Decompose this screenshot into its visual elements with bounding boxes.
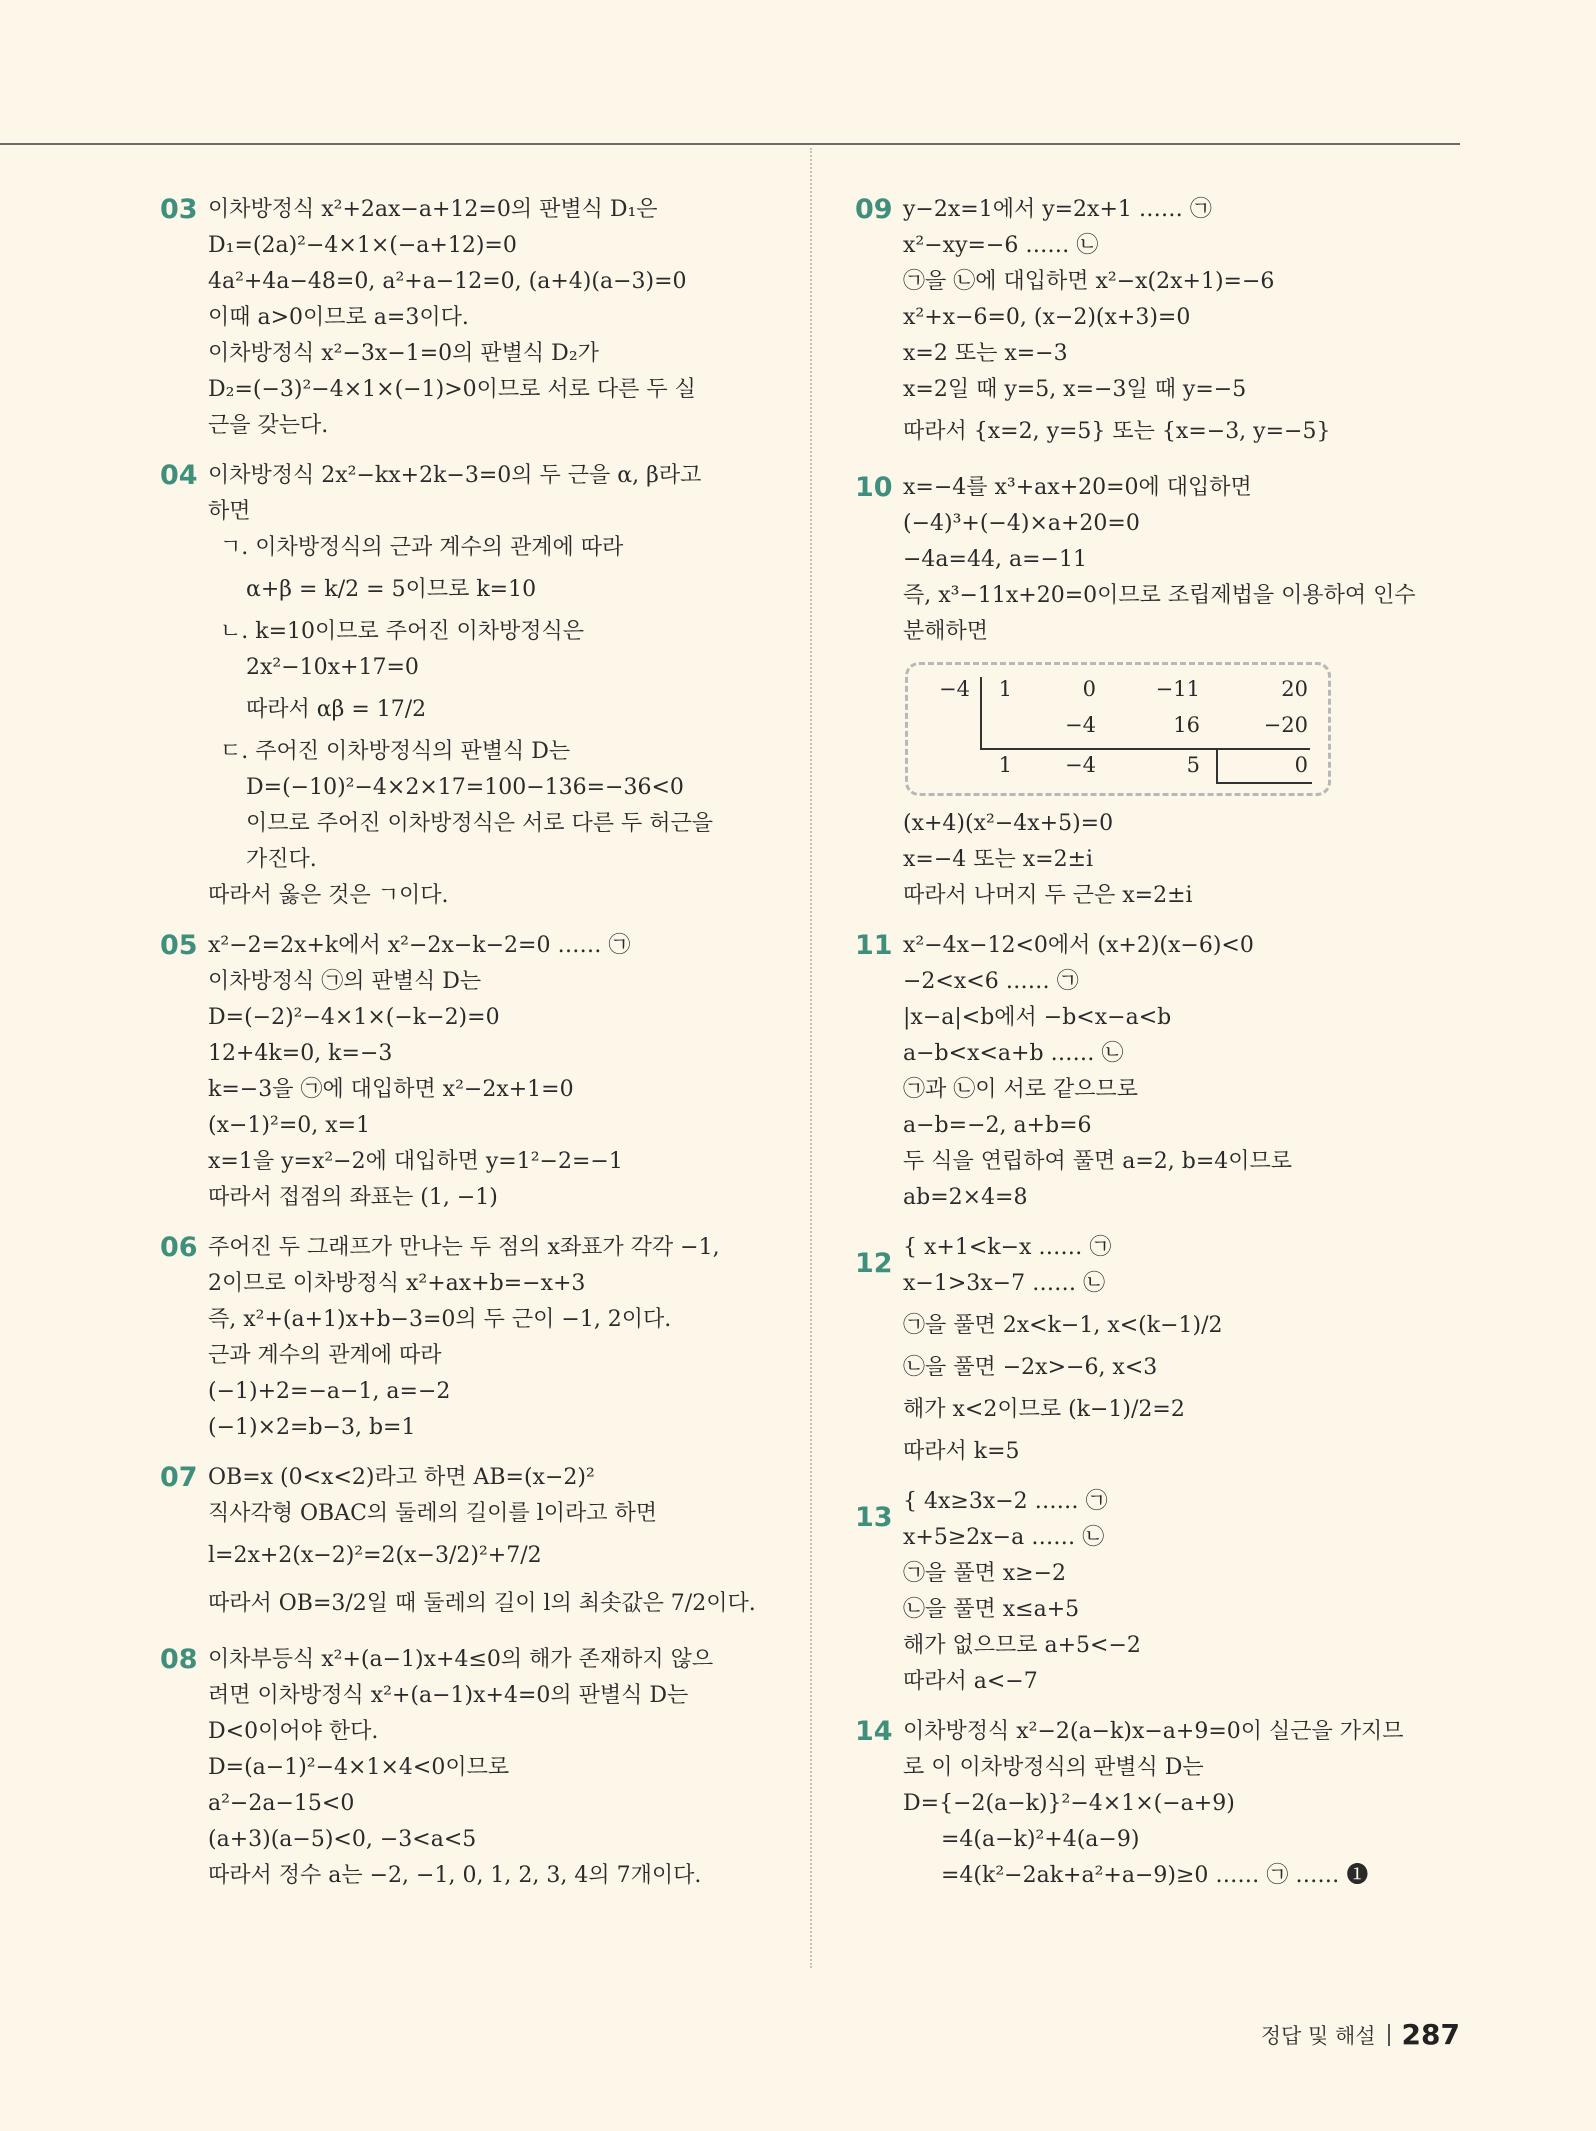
solution-line: ㄷ. 주어진 이차방정식의 판별식 D는 xyxy=(220,739,571,764)
solution-line: 이때 a>0이므로 a=3이다. xyxy=(208,305,469,330)
footer-separator xyxy=(1388,2024,1390,2046)
solution-line: x²+x−6=0, (x−2)(x+3)=0 xyxy=(903,305,1191,330)
problem-03 xyxy=(160,192,785,444)
problem-number: 12 xyxy=(855,1248,893,1279)
solution-line: 로 이 이차방정식의 판별식 D는 xyxy=(903,1755,1204,1780)
solution-line: k=−3을 ㉠에 대입하면 x²−2x+1=0 xyxy=(208,1077,574,1102)
problem-number: 10 xyxy=(855,472,893,503)
solution-line: 하면 xyxy=(208,499,251,524)
problem-number: 09 xyxy=(855,194,893,225)
solution-line: −2<x<6 …… ㉠ xyxy=(903,969,1079,994)
solution-line: 따라서 접점의 좌표는 (1, −1) xyxy=(208,1185,498,1210)
synth-cell: 16 xyxy=(1173,713,1200,737)
solution-line: x=−4를 x³+ax+20=0에 대입하면 xyxy=(903,475,1252,500)
solution-line: ab=2×4=8 xyxy=(903,1185,1028,1210)
column-divider xyxy=(810,148,812,1968)
solution-line: (−1)×2=b−3, b=1 xyxy=(208,1415,416,1440)
solution-line: ㉠을 풀면 2x<k−1, x<(k−1)/2 xyxy=(903,1313,1223,1338)
synth-cell: 0 xyxy=(1082,677,1096,701)
solution-line: D₂=(−3)²−4×1×(−1)>0이므로 서로 다른 두 실 xyxy=(208,377,696,402)
solution-line: D=(−10)²−4×2×17=100−136=−36<0 xyxy=(246,775,684,800)
problem-13 xyxy=(855,1484,1480,1700)
problem-number: 04 xyxy=(160,460,198,491)
solution-line: a−b=−2, a+b=6 xyxy=(903,1113,1092,1138)
solution-line: 따라서 αβ = 17/2 xyxy=(246,697,427,722)
page-footer xyxy=(1261,2018,1460,2051)
solution-line: α+β = k/2 = 5이므로 k=10 xyxy=(246,577,537,602)
solution-line: 근과 계수의 관계에 따라 xyxy=(208,1343,442,1368)
synth-cell: 5 xyxy=(1186,753,1200,777)
solution-line: 이차부등식 x²+(a−1)x+4≤0의 해가 존재하지 않으 xyxy=(208,1647,714,1672)
problem-number: 08 xyxy=(160,1644,198,1675)
solution-line: x+5≥2x−a …… ㉡ xyxy=(903,1525,1105,1550)
solution-line: 려면 이차방정식 x²+(a−1)x+4=0의 판별식 D는 xyxy=(208,1683,689,1708)
solution-line: y−2x=1에서 y=2x+1 …… ㉠ xyxy=(903,197,1212,222)
solution-line: −4a=44, a=−11 xyxy=(903,547,1087,572)
solution-line: { x+1<k−x …… ㉠ xyxy=(903,1235,1112,1260)
synth-divisor: −4 xyxy=(939,677,970,701)
problem-07 xyxy=(160,1460,785,1628)
solution-line: x=1을 y=x²−2에 대입하면 y=1²−2=−1 xyxy=(208,1149,623,1174)
solution-line: D=(−2)²−4×1×(−k−2)=0 xyxy=(208,1005,500,1030)
solution-line: OB=x (0<x<2)라고 하면 AB=(x−2)² xyxy=(208,1465,595,1490)
solution-line: (a+3)(a−5)<0, −3<a<5 xyxy=(208,1827,477,1852)
problem-05 xyxy=(160,928,785,1216)
problem-10 xyxy=(855,470,1480,914)
top-rule xyxy=(0,143,1460,145)
solution-line: l=2x+2(x−2)²=2(x−3/2)²+7/2 xyxy=(208,1543,542,1568)
solution-line: (−4)³+(−4)×a+20=0 xyxy=(903,511,1140,536)
solution-line: 직사각형 OBAC의 둘레의 길이를 l이라고 하면 xyxy=(208,1501,657,1526)
synthetic-division-box xyxy=(905,662,1331,796)
problem-06 xyxy=(160,1230,785,1446)
page-number: 287 xyxy=(1401,2018,1460,2051)
solution-line: { 4x≥3x−2 …… ㉠ xyxy=(903,1489,1108,1514)
solution-line: D=(a−1)²−4×1×4<0이므로 xyxy=(208,1755,510,1780)
solution-line: 따라서 a<−7 xyxy=(903,1669,1038,1694)
solution-line: 이차방정식 x²+2ax−a+12=0의 판별식 D₁은 xyxy=(208,197,658,222)
solution-line: 이차방정식 ㉠의 판별식 D는 xyxy=(208,969,482,994)
solution-line: ㄱ. 이차방정식의 근과 계수의 관계에 따라 xyxy=(220,535,624,560)
solution-line: 2x²−10x+17=0 xyxy=(246,655,419,680)
solution-line: x²−2=2x+k에서 x²−2x−k−2=0 …… ㉠ xyxy=(208,933,631,958)
solution-line: 따라서 옳은 것은 ㄱ이다. xyxy=(208,883,449,908)
problem-number: 07 xyxy=(160,1462,198,1493)
synth-cell: −4 xyxy=(1065,713,1096,737)
solution-line: ㉠을 풀면 x≥−2 xyxy=(903,1561,1067,1586)
solution-line: 즉, x²+(a+1)x+b−3=0의 두 근이 −1, 2이다. xyxy=(208,1307,672,1332)
problem-number: 06 xyxy=(160,1232,198,1263)
synth-cell: −4 xyxy=(1065,753,1096,777)
solution-line: |x−a|<b에서 −b<x−a<b xyxy=(903,1005,1172,1030)
synth-cell: −11 xyxy=(1155,677,1200,701)
solution-line: ㄴ. k=10이므로 주어진 이차방정식은 xyxy=(220,619,585,644)
solution-line: (x−1)²=0, x=1 xyxy=(208,1113,371,1138)
solution-line: a−b<x<a+b …… ㉡ xyxy=(903,1041,1124,1066)
solution-line: 근을 갖는다. xyxy=(208,413,329,438)
solution-line: 해가 x<2이므로 (k−1)/2=2 xyxy=(903,1397,1185,1422)
problem-number: 05 xyxy=(160,930,198,961)
solution-line: 해가 없으므로 a+5<−2 xyxy=(903,1633,1141,1658)
solution-line: 주어진 두 그래프가 만나는 두 점의 x좌표가 각각 −1, xyxy=(208,1235,720,1260)
solution-line: (−1)+2=−a−1, a=−2 xyxy=(208,1379,451,1404)
footer-section-label: 정답 및 해설 xyxy=(1260,2023,1376,2048)
problem-04 xyxy=(160,458,785,914)
solution-line: 이차방정식 2x²−kx+2k−3=0의 두 근을 α, β라고 xyxy=(208,463,702,488)
synth-remainder: 0 xyxy=(1294,753,1308,777)
solution-line: 따라서 k=5 xyxy=(903,1439,1020,1464)
solution-line: 가진다. xyxy=(246,847,317,872)
solution-line: 따라서 나머지 두 근은 x=2±i xyxy=(903,883,1193,908)
problem-number: 03 xyxy=(160,194,198,225)
problem-08 xyxy=(160,1642,785,1894)
solution-line: x²−4x−12<0에서 (x+2)(x−6)<0 xyxy=(903,933,1254,958)
right-column xyxy=(855,192,1480,1908)
problem-14 xyxy=(855,1714,1480,1894)
solution-line: D<0이어야 한다. xyxy=(208,1719,379,1744)
synth-cell: −20 xyxy=(1263,713,1308,737)
problem-11 xyxy=(855,928,1480,1216)
problem-number: 14 xyxy=(855,1716,893,1747)
solution-line: 이차방정식 x²−2(a−k)x−a+9=0이 실근을 가지므 xyxy=(903,1719,1404,1744)
solution-line: (x+4)(x²−4x+5)=0 xyxy=(903,811,1114,836)
synth-cell: 1 xyxy=(998,753,1012,777)
solution-line: D={−2(a−k)}²−4×1×(−a+9) xyxy=(903,1791,1235,1816)
solution-line: ㉠을 ㉡에 대입하면 x²−x(2x+1)=−6 xyxy=(903,269,1275,294)
problem-number: 11 xyxy=(855,930,893,961)
solution-line: 12+4k=0, k=−3 xyxy=(208,1041,393,1066)
solution-line: x=−4 또는 x=2±i xyxy=(903,847,1094,872)
solution-line: =4(k²−2ak+a²+a−9)≥0 …… ㉠ …… ❶ xyxy=(941,1863,1369,1888)
problem-number: 13 xyxy=(855,1502,893,1533)
solution-line: x=2 또는 x=−3 xyxy=(903,341,1068,366)
solution-line: 분해하면 xyxy=(903,619,989,644)
solution-line: 2이므로 이차방정식 x²+ax+b=−x+3 xyxy=(208,1271,586,1296)
solution-line: 두 식을 연립하여 풀면 a=2, b=4이므로 xyxy=(903,1149,1293,1174)
solution-line: 따라서 OB=3/2일 때 둘레의 길이 l의 최솟값은 7/2이다. xyxy=(208,1591,756,1616)
solution-line: ㉠과 ㉡이 서로 같으므로 xyxy=(903,1077,1138,1102)
synth-cell: 1 xyxy=(998,677,1012,701)
problem-12 xyxy=(855,1230,1480,1470)
problem-09 xyxy=(855,192,1480,456)
solution-line: 즉, x³−11x+20=0이므로 조립제법을 이용하여 인수 xyxy=(903,583,1416,608)
solution-line: x=2일 때 y=5, x=−3일 때 y=−5 xyxy=(903,377,1247,402)
solution-line: 4a²+4a−48=0, a²+a−12=0, (a+4)(a−3)=0 xyxy=(208,269,687,294)
left-column xyxy=(160,192,785,1908)
solution-line: 이차방정식 x²−3x−1=0의 판별식 D₂가 xyxy=(208,341,599,366)
solution-line: ㉡을 풀면 −2x>−6, x<3 xyxy=(903,1355,1158,1380)
solution-line: D₁=(2a)²−4×1×(−a+12)=0 xyxy=(208,233,517,258)
solution-line: 따라서 {x=2, y=5} 또는 {x=−3, y=−5} xyxy=(903,419,1331,444)
synth-cell: 20 xyxy=(1281,677,1308,701)
solution-line: =4(a−k)²+4(a−9) xyxy=(941,1827,1140,1852)
solution-line: x²−xy=−6 …… ㉡ xyxy=(903,233,1099,258)
solution-line: ㉡을 풀면 x≤a+5 xyxy=(903,1597,1080,1622)
solution-line: 이므로 주어진 이차방정식은 서로 다른 두 허근을 xyxy=(246,811,714,836)
solution-line: a²−2a−15<0 xyxy=(208,1791,355,1816)
solution-line: x−1>3x−7 …… ㉡ xyxy=(903,1271,1106,1296)
solution-line: 따라서 정수 a는 −2, −1, 0, 1, 2, 3, 4의 7개이다. xyxy=(208,1863,702,1888)
